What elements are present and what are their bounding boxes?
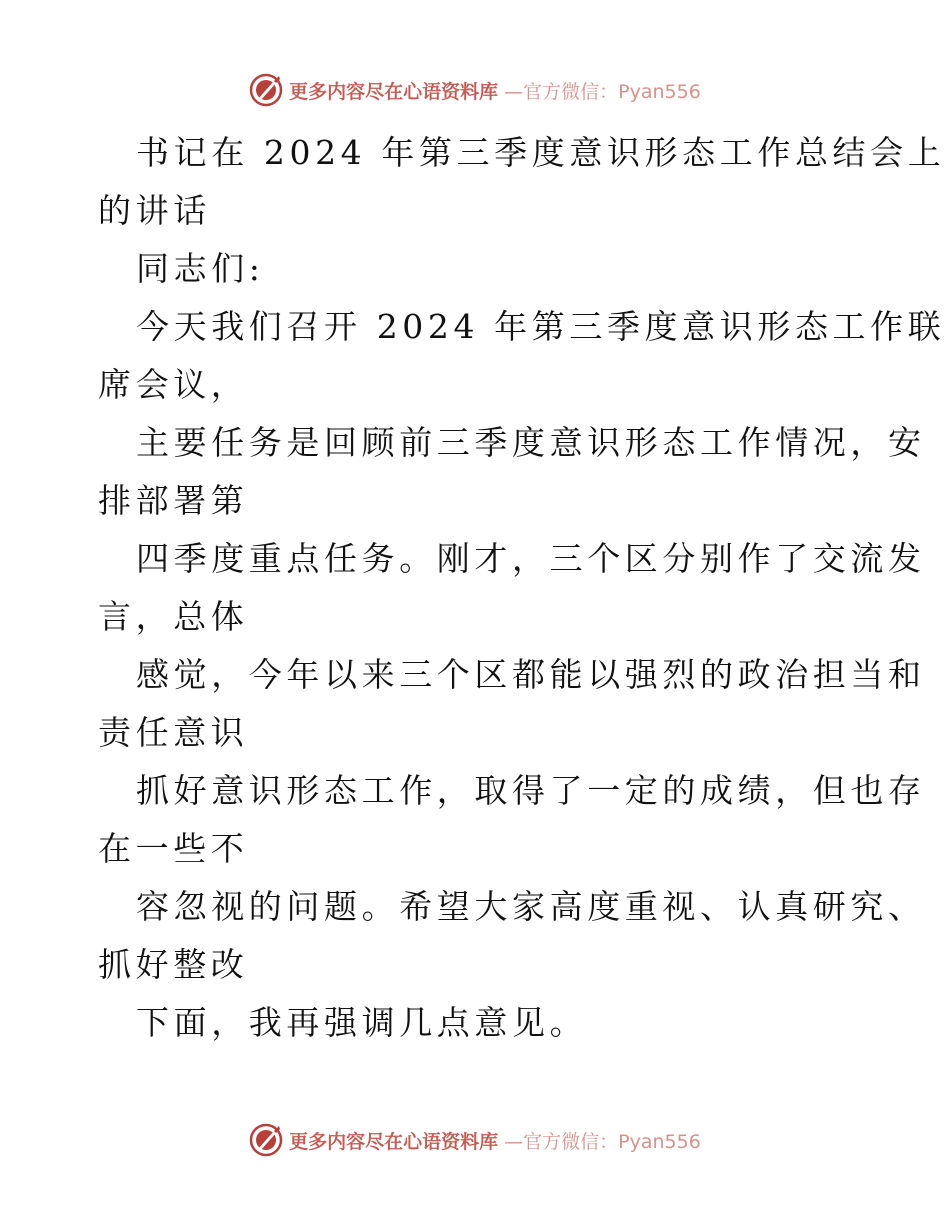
paragraph-line: 四季度重点任务。刚才，三个区分别作了交流发: [136, 539, 926, 578]
footer-banner: [0, 1120, 950, 1160]
banner-sub-text: —官方微信：Pyan556: [504, 1130, 701, 1153]
header-banner-content: [249, 73, 701, 107]
paragraph-line: 容忽视的问题。希望大家高度重视、认真研究、: [136, 887, 926, 926]
paragraph-line: 言，总体: [98, 597, 249, 636]
paragraph-line: 抓好意识形态工作，取得了一定的成绩，但也存: [136, 771, 926, 810]
footer-banner-content: [249, 1123, 701, 1157]
paragraph-line: 下面，我再强调几点意见。: [136, 1003, 588, 1042]
paragraph-line: 主要任务是回顾前三季度意识形态工作情况，安: [136, 423, 926, 462]
title-line: 书记在 2024 年第三季度意识形态工作总结会上: [136, 133, 946, 172]
document-body: [98, 124, 946, 1052]
paragraph-line: 责任意识: [98, 713, 249, 752]
header-banner: [0, 70, 950, 110]
title-line: 的讲话: [98, 191, 211, 230]
quill-seal-icon: [249, 1123, 283, 1157]
banner-main-text: 更多内容尽在心语资料库: [289, 1130, 499, 1153]
quill-seal-icon: [249, 73, 283, 107]
paragraph-line: 今天我们召开 2024 年第三季度意识形态工作联: [136, 307, 946, 346]
paragraph-line: 感觉，今年以来三个区都能以强烈的政治担当和: [136, 655, 926, 694]
banner-sub-text: —官方微信：Pyan556: [504, 80, 701, 103]
banner-main-text: 更多内容尽在心语资料库: [289, 80, 499, 103]
paragraph-line: 席会议，: [98, 365, 249, 404]
salutation: 同志们:: [136, 249, 265, 288]
paragraph-line: 在一些不: [98, 829, 249, 868]
paragraph-line: 排部署第: [98, 481, 249, 520]
paragraph-line: 抓好整改: [98, 945, 249, 984]
